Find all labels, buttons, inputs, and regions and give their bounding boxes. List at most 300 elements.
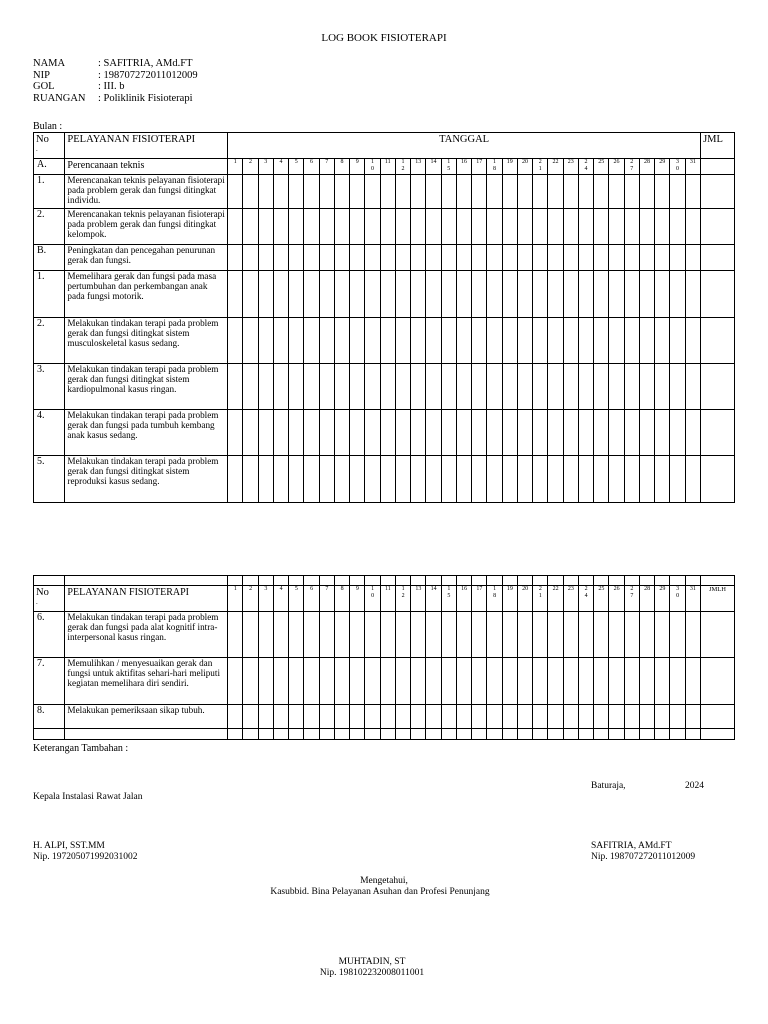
day-cell[interactable] — [411, 271, 426, 318]
day-cell[interactable] — [670, 456, 685, 503]
day-cell[interactable] — [578, 658, 593, 705]
day-cell[interactable] — [502, 705, 517, 729]
day-cell[interactable] — [609, 612, 624, 658]
day-cell[interactable] — [395, 318, 410, 364]
day-cell[interactable] — [334, 271, 349, 318]
day-cell[interactable] — [594, 705, 609, 729]
day-cell[interactable] — [258, 318, 273, 364]
day-cell[interactable] — [243, 175, 258, 209]
day-cell[interactable] — [258, 364, 273, 410]
day-cell[interactable] — [502, 658, 517, 705]
day-cell[interactable] — [289, 318, 304, 364]
day-cell[interactable] — [655, 410, 670, 456]
day-cell[interactable] — [411, 175, 426, 209]
day-cell[interactable] — [487, 705, 502, 729]
day-cell[interactable] — [563, 175, 578, 209]
day-cell[interactable] — [350, 245, 365, 271]
day-cell[interactable] — [655, 271, 670, 318]
day-cell[interactable] — [441, 209, 456, 245]
day-cell[interactable] — [350, 364, 365, 410]
day-cell[interactable] — [472, 245, 487, 271]
day-cell[interactable] — [502, 175, 517, 209]
day-cell[interactable] — [456, 364, 471, 410]
day-cell[interactable] — [456, 175, 471, 209]
day-cell[interactable] — [548, 364, 563, 410]
day-cell[interactable] — [624, 209, 639, 245]
day-cell[interactable] — [243, 245, 258, 271]
day-cell[interactable] — [639, 175, 654, 209]
day-cell[interactable] — [456, 271, 471, 318]
day-cell[interactable] — [517, 410, 532, 456]
day-cell[interactable] — [563, 456, 578, 503]
day-cell[interactable] — [319, 456, 334, 503]
day-cell[interactable] — [578, 209, 593, 245]
day-cell[interactable] — [426, 658, 441, 705]
total-cell[interactable] — [701, 159, 735, 175]
day-cell[interactable] — [624, 364, 639, 410]
day-cell[interactable] — [304, 245, 319, 271]
day-cell[interactable] — [334, 705, 349, 729]
day-cell[interactable] — [472, 658, 487, 705]
day-cell[interactable] — [548, 612, 563, 658]
day-cell[interactable] — [487, 410, 502, 456]
total-cell[interactable] — [701, 456, 735, 503]
day-cell[interactable] — [289, 209, 304, 245]
day-cell[interactable] — [365, 456, 380, 503]
total-cell[interactable] — [701, 364, 735, 410]
day-cell[interactable] — [639, 658, 654, 705]
day-cell[interactable] — [350, 410, 365, 456]
day-cell[interactable] — [609, 364, 624, 410]
day-cell[interactable] — [456, 456, 471, 503]
day-cell[interactable] — [350, 318, 365, 364]
day-cell[interactable] — [685, 410, 700, 456]
day-cell[interactable] — [563, 612, 578, 658]
day-cell[interactable] — [228, 705, 243, 729]
day-cell[interactable] — [365, 705, 380, 729]
total-cell[interactable] — [701, 175, 735, 209]
day-cell[interactable] — [304, 175, 319, 209]
day-cell[interactable] — [609, 705, 624, 729]
day-cell[interactable] — [426, 175, 441, 209]
day-cell[interactable] — [609, 658, 624, 705]
day-cell[interactable] — [594, 271, 609, 318]
day-cell[interactable] — [304, 705, 319, 729]
day-cell[interactable] — [319, 271, 334, 318]
day-cell[interactable] — [380, 318, 395, 364]
day-cell[interactable] — [441, 271, 456, 318]
day-cell[interactable] — [624, 456, 639, 503]
day-cell[interactable] — [228, 364, 243, 410]
day-cell[interactable] — [319, 364, 334, 410]
day-cell[interactable] — [365, 410, 380, 456]
day-cell[interactable] — [517, 209, 532, 245]
day-cell[interactable] — [365, 364, 380, 410]
day-cell[interactable] — [273, 245, 288, 271]
day-cell[interactable] — [395, 410, 410, 456]
day-cell[interactable] — [304, 410, 319, 456]
day-cell[interactable] — [472, 364, 487, 410]
day-cell[interactable] — [578, 456, 593, 503]
day-cell[interactable] — [685, 456, 700, 503]
day-cell[interactable] — [243, 612, 258, 658]
day-cell[interactable] — [395, 456, 410, 503]
day-cell[interactable] — [289, 271, 304, 318]
day-cell[interactable] — [395, 658, 410, 705]
day-cell[interactable] — [670, 245, 685, 271]
day-cell[interactable] — [228, 271, 243, 318]
day-cell[interactable] — [228, 410, 243, 456]
day-cell[interactable] — [548, 209, 563, 245]
day-cell[interactable] — [609, 245, 624, 271]
day-cell[interactable] — [289, 410, 304, 456]
day-cell[interactable] — [548, 456, 563, 503]
day-cell[interactable] — [472, 209, 487, 245]
day-cell[interactable] — [517, 456, 532, 503]
day-cell[interactable] — [624, 410, 639, 456]
day-cell[interactable] — [563, 318, 578, 364]
day-cell[interactable] — [517, 705, 532, 729]
day-cell[interactable] — [472, 456, 487, 503]
day-cell[interactable] — [655, 364, 670, 410]
day-cell[interactable] — [639, 209, 654, 245]
day-cell[interactable] — [502, 245, 517, 271]
day-cell[interactable] — [533, 175, 548, 209]
day-cell[interactable] — [228, 658, 243, 705]
day-cell[interactable] — [441, 658, 456, 705]
day-cell[interactable] — [395, 705, 410, 729]
day-cell[interactable] — [334, 364, 349, 410]
day-cell[interactable] — [594, 658, 609, 705]
day-cell[interactable] — [578, 245, 593, 271]
day-cell[interactable] — [517, 612, 532, 658]
day-cell[interactable] — [517, 245, 532, 271]
day-cell[interactable] — [411, 658, 426, 705]
total-cell[interactable] — [700, 705, 734, 729]
day-cell[interactable] — [533, 271, 548, 318]
day-cell[interactable] — [533, 705, 548, 729]
day-cell[interactable] — [670, 209, 685, 245]
day-cell[interactable] — [334, 612, 349, 658]
day-cell[interactable] — [319, 410, 334, 456]
day-cell[interactable] — [578, 410, 593, 456]
day-cell[interactable] — [578, 705, 593, 729]
day-cell[interactable] — [228, 456, 243, 503]
day-cell[interactable] — [319, 209, 334, 245]
day-cell[interactable] — [395, 209, 410, 245]
day-cell[interactable] — [319, 245, 334, 271]
day-cell[interactable] — [594, 245, 609, 271]
day-cell[interactable] — [670, 364, 685, 410]
day-cell[interactable] — [411, 318, 426, 364]
day-cell[interactable] — [441, 612, 456, 658]
day-cell[interactable] — [487, 175, 502, 209]
day-cell[interactable] — [609, 175, 624, 209]
day-cell[interactable] — [426, 209, 441, 245]
total-cell[interactable] — [700, 612, 734, 658]
day-cell[interactable] — [258, 658, 273, 705]
day-cell[interactable] — [563, 271, 578, 318]
day-cell[interactable] — [243, 364, 258, 410]
day-cell[interactable] — [365, 175, 380, 209]
day-cell[interactable] — [655, 612, 670, 658]
day-cell[interactable] — [228, 175, 243, 209]
day-cell[interactable] — [411, 705, 426, 729]
day-cell[interactable] — [228, 245, 243, 271]
day-cell[interactable] — [258, 271, 273, 318]
day-cell[interactable] — [624, 612, 639, 658]
day-cell[interactable] — [624, 658, 639, 705]
day-cell[interactable] — [548, 318, 563, 364]
day-cell[interactable] — [273, 318, 288, 364]
day-cell[interactable] — [685, 175, 700, 209]
day-cell[interactable] — [350, 456, 365, 503]
day-cell[interactable] — [609, 410, 624, 456]
day-cell[interactable] — [594, 612, 609, 658]
day-cell[interactable] — [487, 658, 502, 705]
day-cell[interactable] — [594, 364, 609, 410]
day-cell[interactable] — [670, 658, 685, 705]
day-cell[interactable] — [258, 705, 273, 729]
day-cell[interactable] — [685, 364, 700, 410]
day-cell[interactable] — [411, 364, 426, 410]
day-cell[interactable] — [411, 245, 426, 271]
day-cell[interactable] — [289, 175, 304, 209]
day-cell[interactable] — [487, 456, 502, 503]
day-cell[interactable] — [517, 271, 532, 318]
day-cell[interactable] — [273, 658, 288, 705]
day-cell[interactable] — [380, 705, 395, 729]
day-cell[interactable] — [578, 175, 593, 209]
day-cell[interactable] — [670, 271, 685, 318]
day-cell[interactable] — [533, 410, 548, 456]
day-cell[interactable] — [670, 612, 685, 658]
day-cell[interactable] — [441, 245, 456, 271]
total-cell[interactable] — [701, 245, 735, 271]
day-cell[interactable] — [563, 658, 578, 705]
day-cell[interactable] — [685, 245, 700, 271]
day-cell[interactable] — [472, 271, 487, 318]
day-cell[interactable] — [639, 271, 654, 318]
day-cell[interactable] — [563, 245, 578, 271]
day-cell[interactable] — [594, 410, 609, 456]
day-cell[interactable] — [594, 318, 609, 364]
day-cell[interactable] — [395, 612, 410, 658]
day-cell[interactable] — [273, 209, 288, 245]
day-cell[interactable] — [273, 705, 288, 729]
day-cell[interactable] — [289, 612, 304, 658]
day-cell[interactable] — [441, 175, 456, 209]
day-cell[interactable] — [441, 456, 456, 503]
day-cell[interactable] — [456, 705, 471, 729]
day-cell[interactable] — [563, 209, 578, 245]
total-cell[interactable] — [701, 318, 735, 364]
day-cell[interactable] — [502, 364, 517, 410]
day-cell[interactable] — [319, 658, 334, 705]
day-cell[interactable] — [472, 410, 487, 456]
day-cell[interactable] — [304, 658, 319, 705]
day-cell[interactable] — [655, 245, 670, 271]
day-cell[interactable] — [365, 209, 380, 245]
day-cell[interactable] — [639, 245, 654, 271]
day-cell[interactable] — [685, 612, 700, 658]
day-cell[interactable] — [304, 209, 319, 245]
day-cell[interactable] — [426, 612, 441, 658]
day-cell[interactable] — [639, 318, 654, 364]
day-cell[interactable] — [334, 175, 349, 209]
day-cell[interactable] — [258, 612, 273, 658]
day-cell[interactable] — [502, 271, 517, 318]
day-cell[interactable] — [578, 318, 593, 364]
day-cell[interactable] — [380, 410, 395, 456]
day-cell[interactable] — [441, 364, 456, 410]
day-cell[interactable] — [548, 410, 563, 456]
day-cell[interactable] — [533, 318, 548, 364]
day-cell[interactable] — [639, 364, 654, 410]
day-cell[interactable] — [411, 410, 426, 456]
day-cell[interactable] — [334, 410, 349, 456]
day-cell[interactable] — [456, 318, 471, 364]
day-cell[interactable] — [334, 456, 349, 503]
day-cell[interactable] — [472, 612, 487, 658]
day-cell[interactable] — [426, 456, 441, 503]
day-cell[interactable] — [380, 456, 395, 503]
day-cell[interactable] — [350, 612, 365, 658]
day-cell[interactable] — [533, 612, 548, 658]
day-cell[interactable] — [502, 318, 517, 364]
day-cell[interactable] — [350, 705, 365, 729]
day-cell[interactable] — [685, 318, 700, 364]
day-cell[interactable] — [563, 410, 578, 456]
day-cell[interactable] — [655, 318, 670, 364]
day-cell[interactable] — [441, 705, 456, 729]
day-cell[interactable] — [578, 271, 593, 318]
day-cell[interactable] — [517, 364, 532, 410]
day-cell[interactable] — [441, 410, 456, 456]
day-cell[interactable] — [609, 318, 624, 364]
day-cell[interactable] — [304, 456, 319, 503]
day-cell[interactable] — [273, 612, 288, 658]
day-cell[interactable] — [350, 658, 365, 705]
day-cell[interactable] — [456, 410, 471, 456]
day-cell[interactable] — [578, 612, 593, 658]
day-cell[interactable] — [624, 175, 639, 209]
day-cell[interactable] — [258, 175, 273, 209]
day-cell[interactable] — [502, 456, 517, 503]
day-cell[interactable] — [289, 658, 304, 705]
total-cell[interactable] — [700, 658, 734, 705]
total-cell[interactable] — [701, 271, 735, 318]
day-cell[interactable] — [304, 612, 319, 658]
day-cell[interactable] — [670, 318, 685, 364]
day-cell[interactable] — [456, 209, 471, 245]
total-cell[interactable] — [701, 209, 735, 245]
day-cell[interactable] — [380, 209, 395, 245]
day-cell[interactable] — [411, 456, 426, 503]
day-cell[interactable] — [670, 410, 685, 456]
day-cell[interactable] — [350, 271, 365, 318]
day-cell[interactable] — [380, 612, 395, 658]
day-cell[interactable] — [426, 271, 441, 318]
day-cell[interactable] — [655, 209, 670, 245]
day-cell[interactable] — [594, 175, 609, 209]
day-cell[interactable] — [548, 245, 563, 271]
day-cell[interactable] — [456, 658, 471, 705]
day-cell[interactable] — [685, 658, 700, 705]
day-cell[interactable] — [609, 456, 624, 503]
day-cell[interactable] — [304, 364, 319, 410]
day-cell[interactable] — [273, 410, 288, 456]
day-cell[interactable] — [365, 658, 380, 705]
day-cell[interactable] — [289, 245, 304, 271]
day-cell[interactable] — [365, 271, 380, 318]
day-cell[interactable] — [472, 175, 487, 209]
day-cell[interactable] — [533, 364, 548, 410]
day-cell[interactable] — [243, 209, 258, 245]
day-cell[interactable] — [487, 245, 502, 271]
day-cell[interactable] — [533, 245, 548, 271]
day-cell[interactable] — [243, 410, 258, 456]
day-cell[interactable] — [380, 245, 395, 271]
day-cell[interactable] — [639, 612, 654, 658]
day-cell[interactable] — [334, 658, 349, 705]
day-cell[interactable] — [243, 456, 258, 503]
day-cell[interactable] — [624, 318, 639, 364]
day-cell[interactable] — [639, 456, 654, 503]
day-cell[interactable] — [563, 705, 578, 729]
day-cell[interactable] — [228, 612, 243, 658]
day-cell[interactable] — [258, 245, 273, 271]
day-cell[interactable] — [258, 209, 273, 245]
day-cell[interactable] — [411, 612, 426, 658]
day-cell[interactable] — [334, 245, 349, 271]
day-cell[interactable] — [487, 209, 502, 245]
day-cell[interactable] — [243, 271, 258, 318]
day-cell[interactable] — [563, 364, 578, 410]
day-cell[interactable] — [487, 318, 502, 364]
day-cell[interactable] — [411, 209, 426, 245]
day-cell[interactable] — [472, 318, 487, 364]
day-cell[interactable] — [517, 175, 532, 209]
day-cell[interactable] — [319, 318, 334, 364]
day-cell[interactable] — [273, 364, 288, 410]
day-cell[interactable] — [273, 456, 288, 503]
day-cell[interactable] — [395, 245, 410, 271]
day-cell[interactable] — [243, 658, 258, 705]
day-cell[interactable] — [502, 209, 517, 245]
day-cell[interactable] — [380, 175, 395, 209]
day-cell[interactable] — [655, 705, 670, 729]
day-cell[interactable] — [548, 175, 563, 209]
day-cell[interactable] — [624, 245, 639, 271]
day-cell[interactable] — [548, 705, 563, 729]
day-cell[interactable] — [655, 456, 670, 503]
day-cell[interactable] — [426, 705, 441, 729]
day-cell[interactable] — [517, 658, 532, 705]
day-cell[interactable] — [395, 364, 410, 410]
day-cell[interactable] — [426, 410, 441, 456]
total-cell[interactable] — [701, 410, 735, 456]
day-cell[interactable] — [319, 612, 334, 658]
day-cell[interactable] — [624, 271, 639, 318]
day-cell[interactable] — [319, 705, 334, 729]
day-cell[interactable] — [334, 318, 349, 364]
day-cell[interactable] — [304, 318, 319, 364]
day-cell[interactable] — [456, 245, 471, 271]
day-cell[interactable] — [548, 271, 563, 318]
day-cell[interactable] — [609, 209, 624, 245]
day-cell[interactable] — [350, 209, 365, 245]
